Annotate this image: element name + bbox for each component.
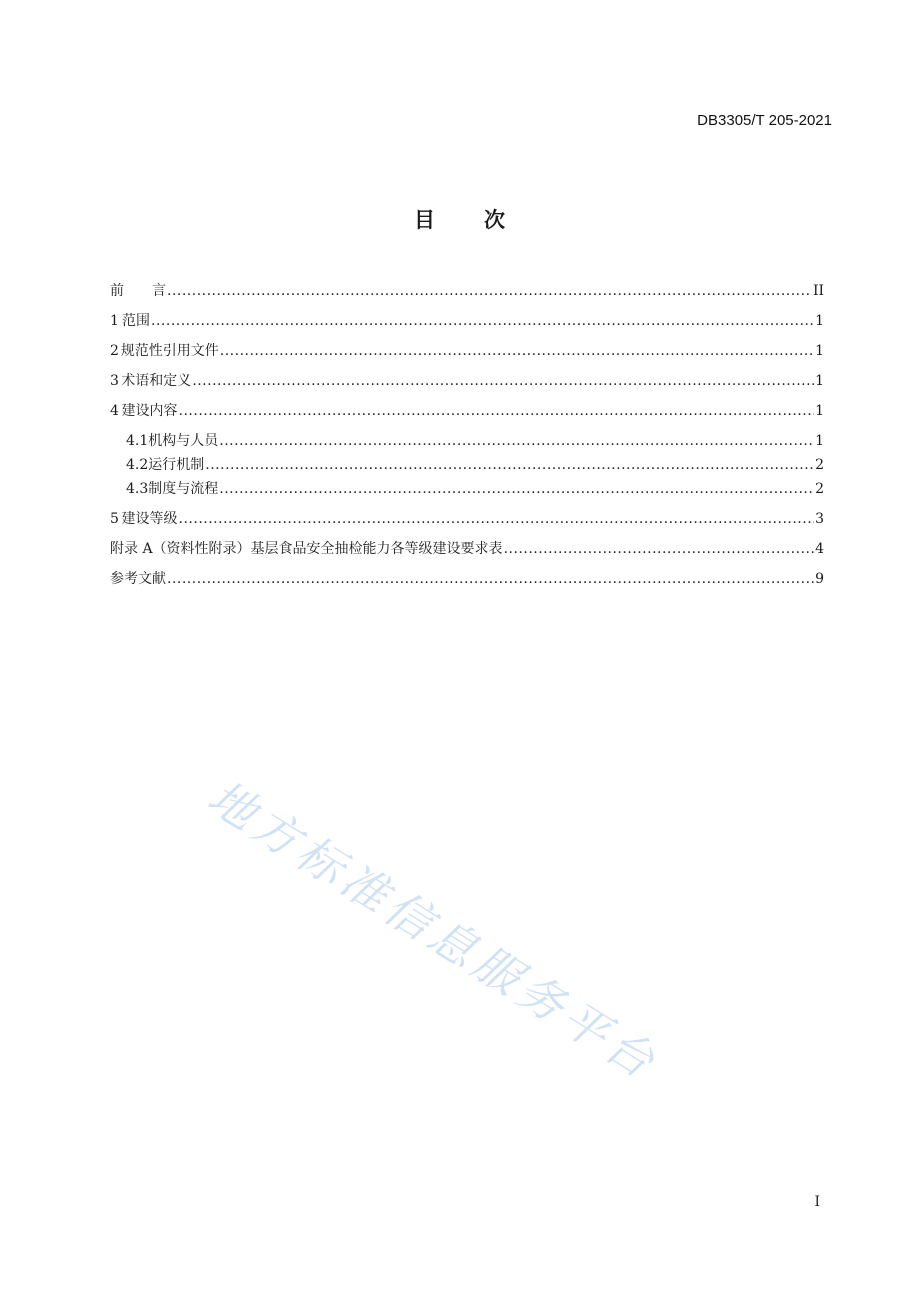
toc-entry-number: 2	[110, 343, 119, 359]
toc-entry-number: 5	[110, 511, 119, 527]
toc-title	[0, 204, 920, 234]
toc-entry-page: 9	[815, 571, 824, 587]
toc-leader-dots	[205, 454, 814, 476]
toc-entry-number: 1	[110, 313, 119, 329]
toc-title-char-1: 目	[414, 208, 436, 232]
toc-entry-label: 参考文献	[110, 571, 166, 587]
toc-entry-number: 4	[110, 403, 119, 419]
toc-leader-dots	[192, 370, 814, 392]
toc-entry-operating-mechanism[interactable]	[126, 454, 824, 476]
toc-entry-page: 1	[815, 313, 824, 329]
toc-entry-appendix-a[interactable]	[110, 538, 824, 560]
toc-leader-dots	[219, 430, 814, 452]
toc-entry-number: 3	[110, 373, 119, 389]
toc-entry-page: 4	[815, 541, 824, 557]
toc-entry-label: 术语和定义	[121, 373, 192, 389]
toc-entry-label: 机构与人员	[148, 433, 219, 449]
toc-entry-label: 运行机制	[148, 457, 205, 473]
toc-entry-page: 3	[815, 511, 824, 527]
toc-entry-number: 4.1	[126, 433, 149, 449]
toc-entry-page: 1	[815, 433, 824, 449]
toc-leader-dots	[179, 400, 815, 422]
toc-entry-label: 范围	[122, 313, 151, 329]
toc-leader-dots	[151, 310, 814, 332]
page-number: I	[814, 1194, 820, 1210]
toc-leader-dots	[220, 340, 814, 362]
toc-leader-dots	[167, 568, 814, 590]
toc-entry-foreword[interactable]	[110, 280, 824, 302]
toc-entry-normative-references[interactable]	[110, 340, 824, 362]
toc-leader-dots	[179, 508, 815, 530]
toc-entry-systems-procedures[interactable]	[126, 478, 824, 500]
toc-title-char-2: 次	[484, 208, 506, 232]
toc-entry-label: 附录 A（资料性附录）基层食品安全抽检能力各等级建设要求表	[110, 541, 503, 557]
toc-entry-page: 2	[815, 457, 824, 473]
toc-entry-label: 制度与流程	[148, 481, 219, 497]
toc-entry-number: 4.2	[126, 457, 149, 473]
toc-leader-dots	[219, 478, 814, 500]
watermark: 地方标准信息服务平台	[198, 769, 669, 1091]
toc-entry-page: 1	[815, 373, 824, 389]
toc-entry-bibliography[interactable]	[110, 568, 824, 590]
toc-entry-page: 1	[815, 343, 824, 359]
toc-entry-scope[interactable]	[110, 310, 824, 332]
toc-entry-construction-levels[interactable]	[110, 508, 824, 530]
toc-entry-label: 建设等级	[121, 511, 178, 527]
toc-entry-organization-personnel[interactable]	[126, 430, 824, 452]
toc-entry-page: 2	[815, 481, 824, 497]
toc-leader-dots	[167, 280, 812, 302]
toc-entry-terms-definitions[interactable]	[110, 370, 824, 392]
toc-entry-page: II	[812, 283, 824, 299]
toc-leader-dots	[504, 538, 815, 560]
toc-entry-label: 前 言	[110, 283, 166, 299]
toc-entry-page: 1	[815, 403, 824, 419]
standard-code: DB3305/T 205-2021	[697, 112, 832, 129]
toc-entry-number: 4.3	[126, 481, 149, 497]
toc-entry-construction-content[interactable]	[110, 400, 824, 422]
toc-entry-label: 建设内容	[121, 403, 178, 419]
toc-entry-label: 规范性引用文件	[120, 343, 219, 359]
